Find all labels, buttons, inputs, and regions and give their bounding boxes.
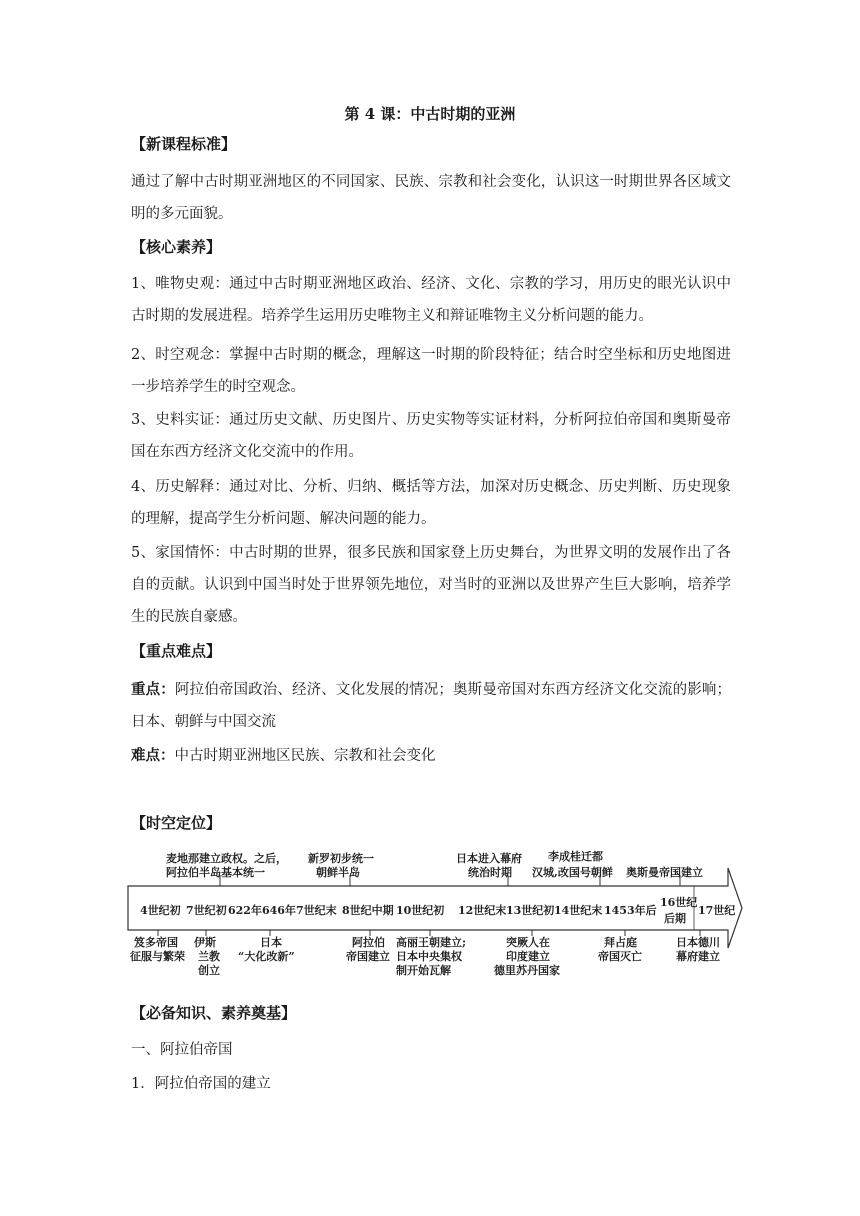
top-event: 阿拉伯半岛基本统一 <box>166 866 265 879</box>
key-text: 阿拉伯帝国政治、经济、文化发展的情况；奥斯曼帝国对东西方经济文化交流的影响；日本、朝鲜与中国交流 <box>131 682 732 730</box>
literacy-item-5: 5、家国情怀：中古时期的世界，很多民族和国家登上历史舞台，为世界文明的发展作出了各自的贡献。认识到中国当时处于世界领先地位，对当时的亚洲以及世界产生巨大影响，培养学生的民族自豪感。 <box>131 545 731 625</box>
bottom-event: 笈多帝国 <box>134 936 178 949</box>
difficult-label: 难点： <box>131 747 175 764</box>
top-event: 李成桂迁都 <box>548 850 603 863</box>
knowledge-sub2: 1．阿拉伯帝国的建立 <box>131 1076 271 1092</box>
date-label: 13世纪初 <box>506 904 555 917</box>
date-label: 7世纪末 <box>296 904 337 917</box>
bottom-event: 阿拉伯 <box>352 936 385 949</box>
bottom-event: 拜占庭 <box>604 936 637 949</box>
bottom-event: 德里苏丹国家 <box>494 964 560 977</box>
date-label: 1453年后 <box>604 904 657 917</box>
date-label: 8世纪中期 <box>342 904 394 917</box>
standard-text: 通过了解中古时期亚洲地区的不同国家、民族、宗教和社会变化，认识这一时期世界各区域文明的多元面貌。 <box>131 174 731 222</box>
bottom-event: 伊斯 <box>194 936 216 949</box>
literacy-heading: 【核心素养】 <box>131 238 222 256</box>
bottom-event: 征服与繁荣 <box>130 950 185 963</box>
bottom-event: 帝国灭亡 <box>598 950 642 963</box>
literacy-item-1: 1、唯物史观：通过中古时期亚洲地区政治、经济、文化、宗教的学习，用历史的眼光认识中古时期的发展进程。培养学生运用历史唯物主义和辩证唯物主义分析问题的能力。 <box>131 276 731 324</box>
key-label: 重点： <box>131 681 175 698</box>
top-event: 新罗初步统一 <box>308 852 374 865</box>
bottom-event: 幕府建立 <box>676 950 720 963</box>
top-event: 日本进入幕府 <box>456 852 522 865</box>
lesson-title: 第 4 课：中古时期的亚洲 <box>344 105 516 123</box>
bottom-event: 突厥人在 <box>506 936 550 949</box>
knowledge-sub1: 一、阿拉伯帝国 <box>131 1042 233 1058</box>
date-label: 622年646年 <box>228 904 296 917</box>
bottom-event: 制开始瓦解 <box>396 964 451 977</box>
date-label: 10世纪初 <box>396 904 445 917</box>
difficult-text: 中古时期亚洲地区民族、宗教和社会变化 <box>174 748 436 764</box>
date-label: 4世纪初 <box>140 904 181 917</box>
bottom-event: 兰教 <box>198 950 220 963</box>
bottom-event: “大化改新” <box>238 950 295 963</box>
top-event: 汉城,改国号朝鲜 <box>532 866 613 879</box>
key-heading: 【重点难点】 <box>131 642 222 660</box>
timeline-diagram <box>120 846 750 986</box>
top-event: 朝鲜半岛 <box>316 866 360 879</box>
date-label: 7世纪初 <box>186 904 227 917</box>
bottom-event: 高丽王朝建立; <box>396 936 467 949</box>
top-event: 奥斯曼帝国建立 <box>626 866 703 879</box>
bottom-event: 日本中央集权 <box>396 950 462 963</box>
date-label: 14世纪末 <box>554 904 603 917</box>
timeline-heading: 【时空定位】 <box>131 814 222 832</box>
literacy-item-4: 4、历史解释：通过对比、分析、归纳、概括等方法，加深对历史概念、历史判断、历史现象的理解，提高学生分析问题、解决问题的能力。 <box>131 479 731 527</box>
bottom-event: 创立 <box>198 964 220 977</box>
top-event: 统治时期 <box>468 866 512 879</box>
knowledge-heading: 【必备知识、素养奠基】 <box>131 1004 297 1022</box>
difficult-paragraph <box>131 740 731 772</box>
standard-heading: 【新课程标准】 <box>131 135 237 153</box>
date-label: 后期 <box>664 912 686 925</box>
date-label: 12世纪末 <box>458 904 507 917</box>
top-event: 麦地那建立政权。之后， <box>166 852 287 865</box>
bottom-event: 日本德川 <box>676 936 720 949</box>
bottom-event: 日本 <box>260 936 282 949</box>
bottom-event: 帝国建立 <box>346 950 390 963</box>
key-paragraph <box>131 674 731 738</box>
bottom-event: 印度建立 <box>506 950 550 963</box>
literacy-item-3: 3、史料实证：通过历史文献、历史图片、历史实物等实证材料，分析阿拉伯帝国和奥斯曼帝国在东西方经济文化交流中的作用。 <box>131 412 731 460</box>
literacy-item-2: 2、时空观念：掌握中古时期的概念，理解这一时期的阶段特征；结合时空坐标和历史地图进一步培养学生的时空观念。 <box>131 347 731 395</box>
date-label: 17世纪 <box>698 904 736 917</box>
date-label: 16世纪 <box>660 896 698 909</box>
